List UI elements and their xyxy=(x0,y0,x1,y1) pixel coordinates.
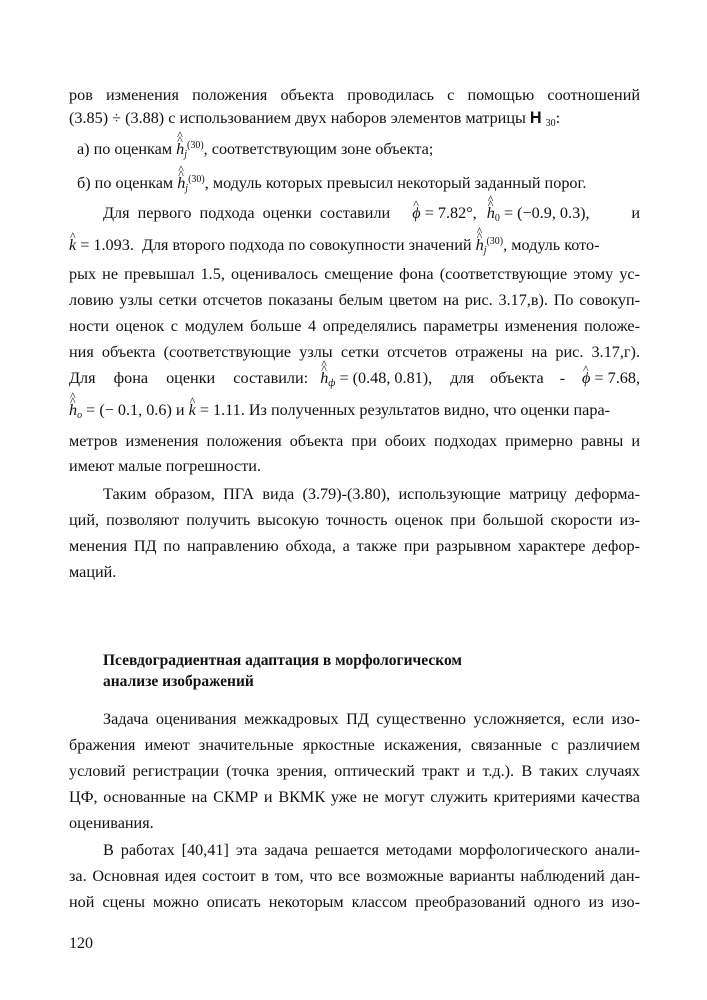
p2-line1 xyxy=(103,203,640,229)
subscript-o: о xyxy=(77,410,83,421)
matrix-symbol: H xyxy=(529,109,542,127)
text-run: , модуль кото- xyxy=(503,236,600,254)
p2-line4: ловию узлы сетки отсчетов показаны белым цветом на рис. 3.17,в). По совокуп- xyxy=(69,291,640,309)
p3-line2: ций, позволяют получить высокую точность оценок при большой скорости из- xyxy=(69,511,640,529)
p2-line7 xyxy=(69,368,640,394)
p1-line2 xyxy=(69,108,640,134)
text-run: : xyxy=(555,109,561,127)
h0-value: = (−0.9, 0.3), xyxy=(499,204,590,222)
p3-line1: Таким образом, ПГА вида (3.79)-(3.80), использующие матрицу деформа- xyxy=(103,485,640,503)
text-run: и xyxy=(631,204,640,222)
text-run: Для первого подхода оценки составили xyxy=(103,204,391,222)
phi-hat: ^ ϕ xyxy=(582,368,590,388)
p2-line9: метров изменения положения объекта при обоих подходах примерно равны и xyxy=(69,432,640,450)
h-double-hat: ^ h ^ xyxy=(487,203,495,223)
p2-line3: рых не превышал 1.5, оценивалось смещение фона (соответствующие этому ус- xyxy=(69,265,640,283)
h-double-hat: ^ h ^ xyxy=(476,235,484,255)
h-double-hat: ^ h ^ xyxy=(177,173,185,193)
word: объекта проводилась с помощью соотношений xyxy=(280,86,641,104)
p5-line1: В работах [40,41] эта задача решается методами морфологического анали- xyxy=(103,841,640,859)
text-run: а) по оценкам xyxy=(77,140,173,158)
matrix-subscript: 30 xyxy=(545,118,556,129)
p1-item-b xyxy=(77,170,648,199)
p3-line3: менения ПД по направлению обхода, а также при разрывном характере дефор- xyxy=(69,537,640,555)
word: изменения xyxy=(106,86,179,104)
text-run: б) по оценкам xyxy=(77,174,174,192)
text-run: , соответствующим зоне объекта; xyxy=(203,140,434,158)
p2-line2 xyxy=(69,232,640,261)
p5-line2: за. Основная идея состоит в том, что все возможные варианты наблюдений дан- xyxy=(69,867,640,885)
superscript-30: (30) xyxy=(486,236,504,247)
section-heading-line1: Псевдоградиентная адаптация в морфологическом xyxy=(103,652,462,669)
k-value: = 1.093. xyxy=(76,236,134,254)
subscript-0: 0 xyxy=(494,213,500,224)
subscript-j: j xyxy=(185,183,189,194)
text-run: и xyxy=(175,401,185,419)
ho-value: = (− 0.1, 0.6) xyxy=(82,401,172,419)
phi-value: = 7.68, xyxy=(590,369,640,387)
phi-hat: ^ ϕ xyxy=(412,203,420,223)
p4-line5: оценивания. xyxy=(69,814,154,832)
word: положения xyxy=(192,86,268,104)
p4-line1: Задача оценивания межкадровых ПД существенно усложняется, если изо- xyxy=(103,710,640,728)
p2-line6: ния объекта (соответствующие узлы сетки отсчетов отражены на рис. 3.17,г). xyxy=(69,343,640,361)
h-double-hat: ^ h ^ xyxy=(69,400,77,420)
subscript-f: ф xyxy=(328,378,336,389)
text-run: для объекта - xyxy=(450,369,566,387)
p2-line10: имеют малые погрешности. xyxy=(69,457,262,475)
p5-line3: ной сцены можно описать некоторым классом преобразований одного из изо- xyxy=(69,893,640,911)
h-double-hat: ^ h ^ xyxy=(176,139,184,159)
k-hat: ^ k xyxy=(69,235,76,255)
superscript-30: (30) xyxy=(188,174,205,185)
word: ров xyxy=(69,86,93,104)
text-run: (3.85) ÷ (3.88) с использованием двух наборов элементов матрицы xyxy=(69,109,526,127)
text-run: Для фона оценки составили: xyxy=(69,369,309,387)
superscript-30: (30) xyxy=(187,140,204,151)
p3-line4: маций. xyxy=(69,563,117,581)
text-run: Из полученных результатов видно, что оценки пара- xyxy=(248,401,611,419)
h-double-hat: ^ h ^ xyxy=(320,368,328,388)
p4-line4: ЦФ, основанные на СКМР и ВКМК уже не могут служить критериями качества xyxy=(69,788,640,806)
p2-line8 xyxy=(69,400,640,426)
text-run: , модуль которых превысил некоторый заданный порог. xyxy=(204,174,587,192)
p2-line5: ности оценок с модулем больше 4 определялись параметры изменения положе- xyxy=(69,317,640,335)
section-heading-line2: анализе изображений xyxy=(103,673,254,690)
p1-line1 xyxy=(69,85,640,105)
hf-value: = (0.48, 0.81), xyxy=(335,369,433,387)
subscript-j: j xyxy=(483,245,487,256)
page-number: 120 xyxy=(69,935,93,952)
subscript-j: j xyxy=(184,149,187,160)
p4-line2: бражения имеют значительные яркостные искажения, связанные с различием xyxy=(69,736,640,754)
phi-value: = 7.82°, xyxy=(420,204,477,222)
p4-line3: условий регистрации (точка зрения, оптический тракт и т.д.). В таких случаях xyxy=(69,762,640,780)
k-hat: ^ k xyxy=(189,400,196,420)
p1-item-a xyxy=(77,136,648,165)
k-value: = 1.11. xyxy=(195,401,245,419)
text-run: Для второго подхода по совокупности значений xyxy=(141,236,472,254)
